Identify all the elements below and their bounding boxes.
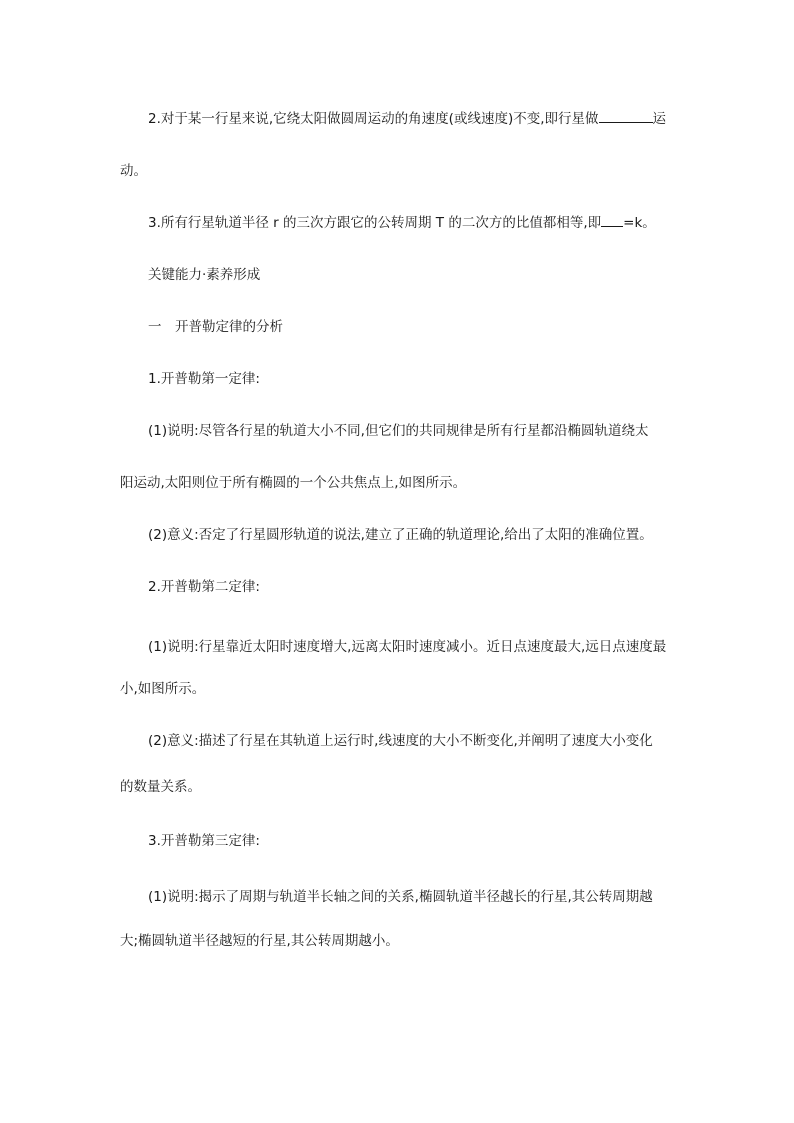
paragraph-continuation: 阳运动,太阳则位于所有椭圆的一个公共焦点上,如图所示。: [120, 475, 467, 491]
paragraph-third-law-explanation: (1)说明:揭示了周期与轨道半长轴之间的关系,椭圆轨道半径越长的行星,其公转周期越: [148, 889, 653, 905]
paragraph-second-law-explanation: (1)说明:行星靠近太阳时速度增大,远离太阳时速度减小。近日点速度最大,远日点速度最: [148, 639, 667, 655]
law-heading-first: 1.开普勒第一定律:: [148, 371, 260, 387]
paragraph-first-law-significance: (2)意义:否定了行星圆形轨道的说法,建立了正确的轨道理论,给出了太阳的准确位置。: [148, 527, 653, 543]
fill-in-blank: [599, 108, 653, 123]
paragraph-second-law-significance: (2)意义:描述了行星在其轨道上运行时,线速度的大小不断变化,并阐明了速度大小变化: [148, 733, 653, 749]
paragraph-continuation: 动。: [120, 163, 147, 179]
paragraph-first-law-explanation: (1)说明:尽管各行星的轨道大小不同,但它们的共同规律是所有行星都沿椭圆轨道绕太: [148, 423, 649, 439]
law-heading-third: 3.开普勒第三定律:: [148, 833, 260, 849]
paragraph-continuation: 大;椭圆轨道半径越短的行星,其公转周期越小。: [120, 933, 399, 949]
paragraph-law3-formula: [120, 197, 708, 249]
law-heading-second: 2.开普勒第二定律:: [148, 579, 260, 595]
text-segment: 运: [652, 111, 666, 127]
text-segment: =k。: [623, 215, 656, 231]
paragraph-continuation: 的数量关系。: [120, 779, 201, 795]
subsection-heading: 一 开普勒定律的分析: [148, 319, 283, 335]
text-segment: 2.对于某一行星来说,它绕太阳做圆周运动的角速度(或线速度)不变,即行星做: [148, 111, 599, 127]
fill-in-blank: [601, 212, 623, 227]
paragraph-law1-circle-note: [120, 93, 708, 145]
paragraph-continuation: 小,如图所示。: [120, 681, 206, 697]
text-segment: 3.所有行星轨道半径 r 的三次方跟它的公转周期 T 的二次方的比值都相等,即: [148, 215, 602, 231]
section-heading: 关键能力·素养形成: [148, 267, 261, 283]
